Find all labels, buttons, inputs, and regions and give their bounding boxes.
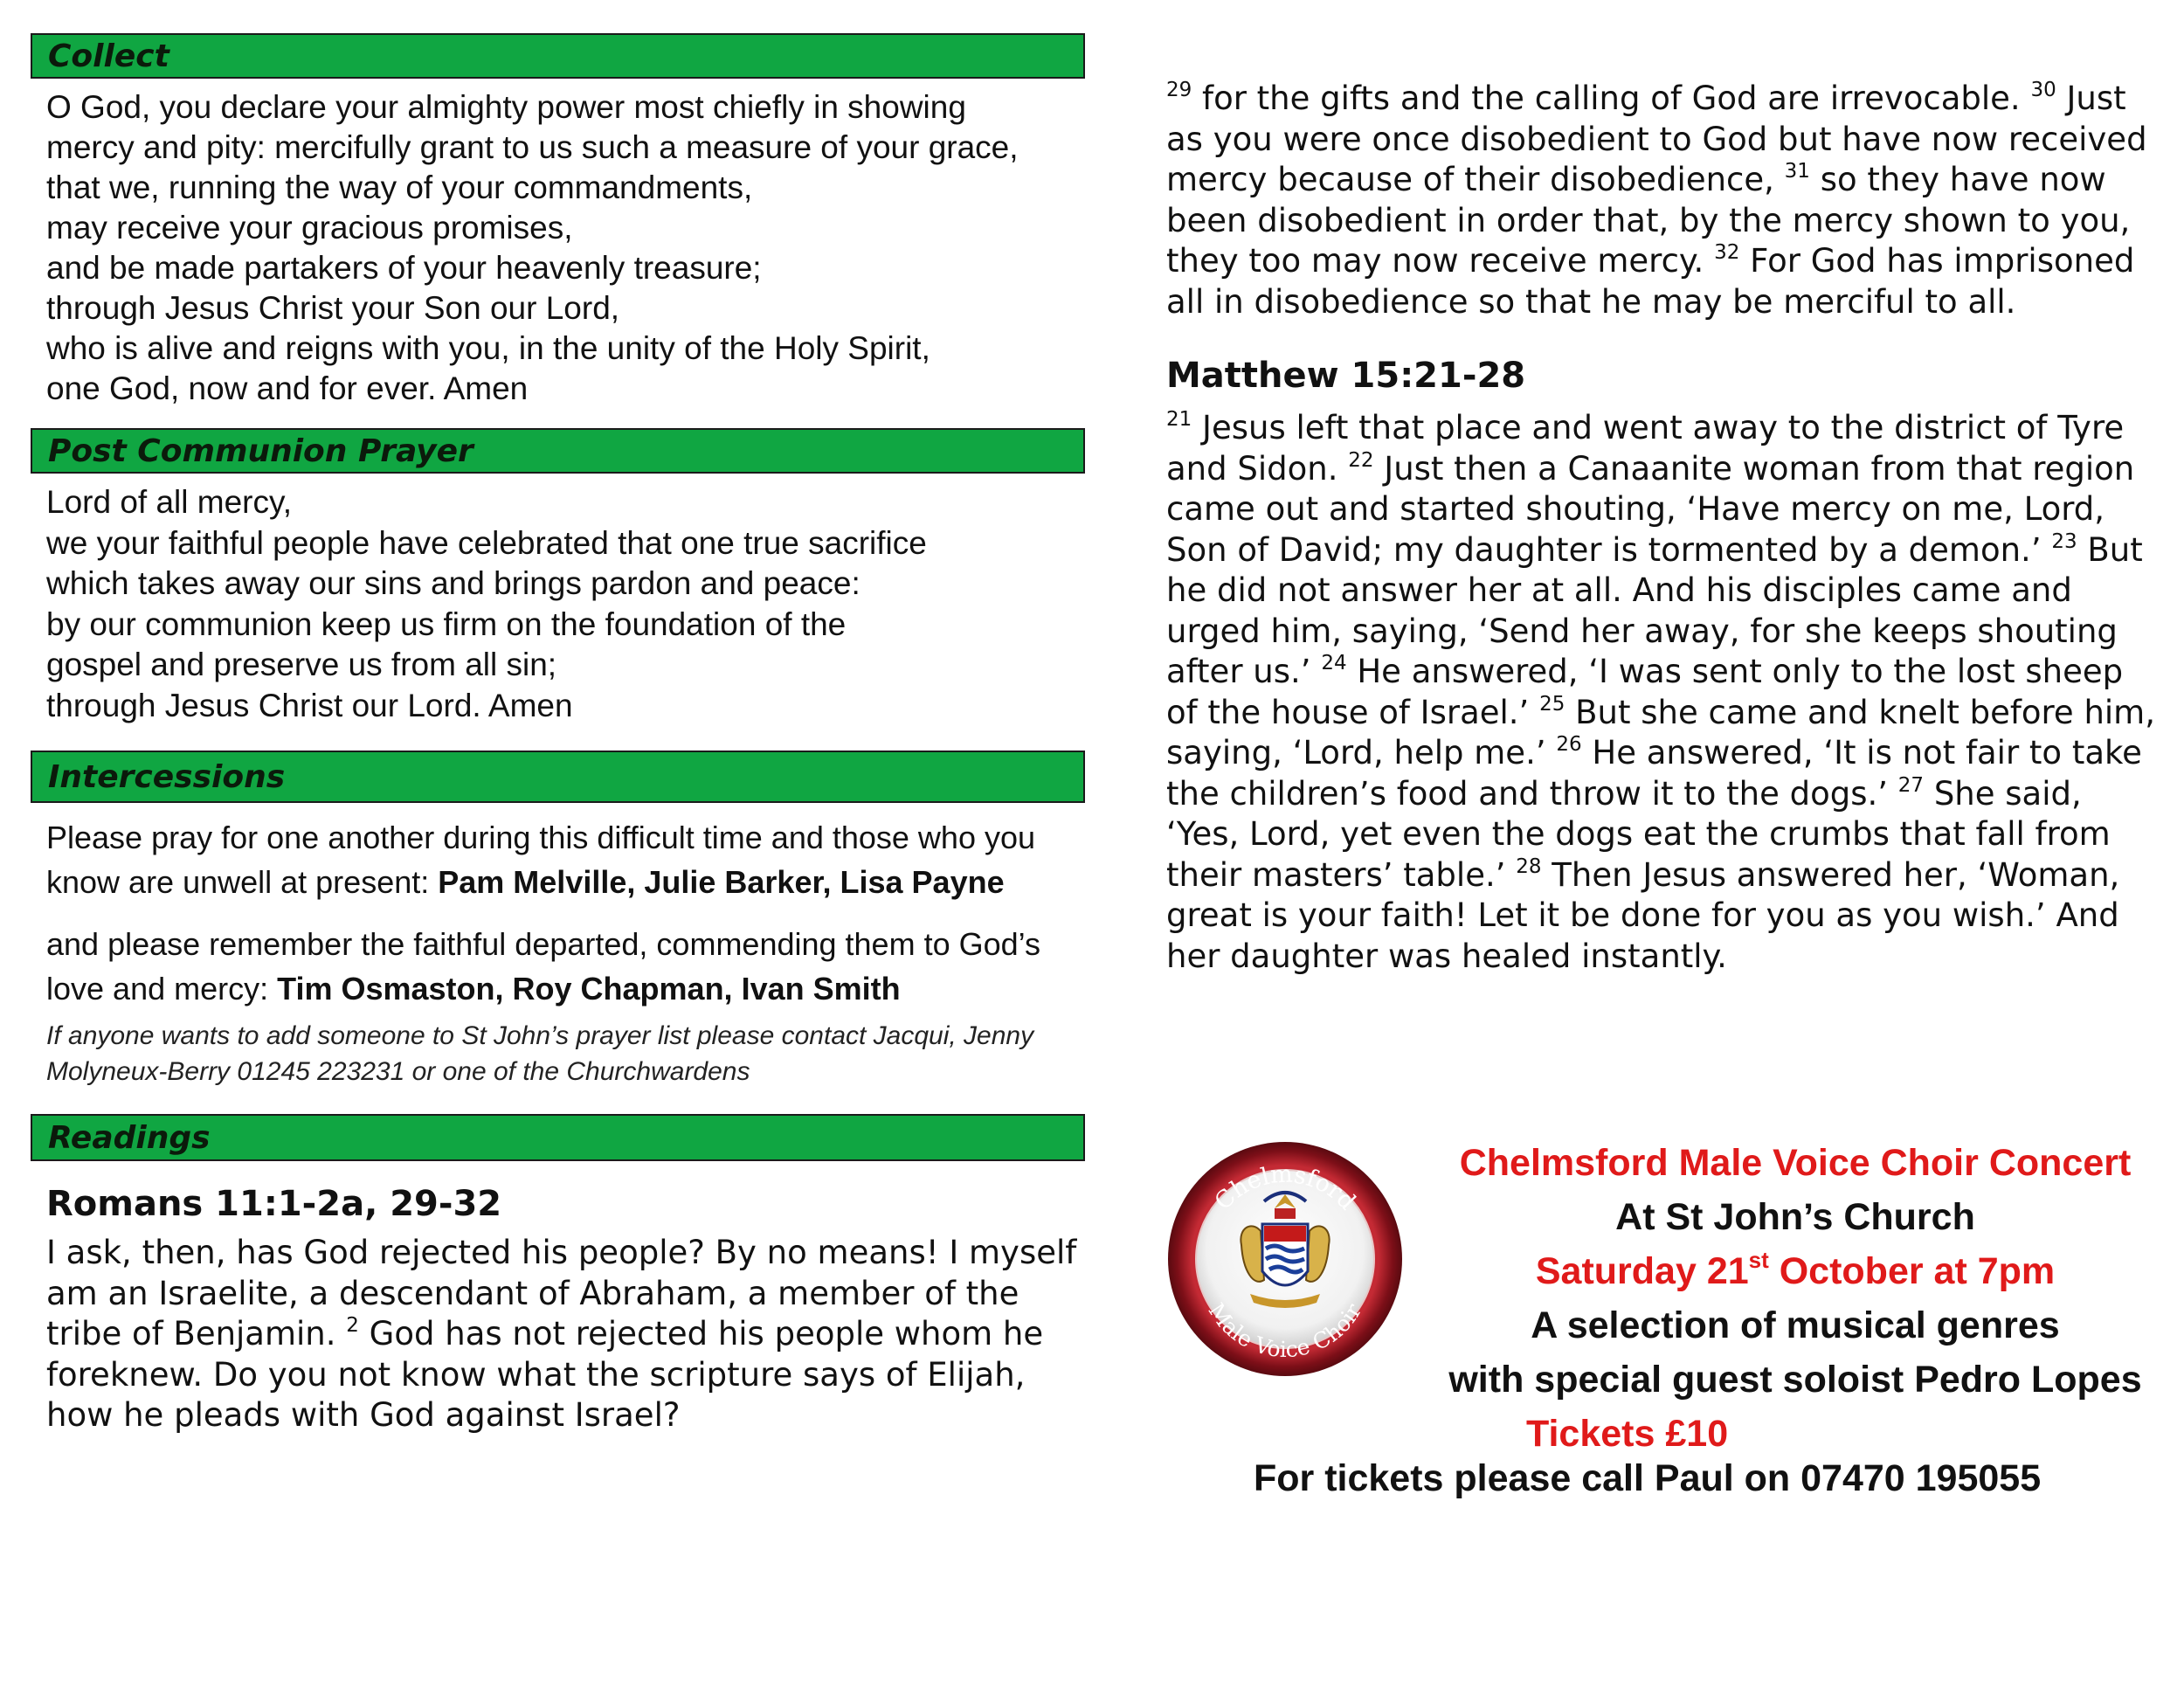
collect-line: may receive your gracious promises, xyxy=(46,210,573,246)
verse-text: for the gifts and the calling of God are irrevocable. xyxy=(1192,80,2031,117)
verse-text: Just as you were once disobedient to God but have now received mercy because of their disobedience, xyxy=(1166,80,2147,198)
verse-number: 2 xyxy=(346,1314,359,1337)
matthew-text xyxy=(1166,408,2162,977)
unwell-intro: Please pray for one another during this difficult time and those who you know are unwell at present: xyxy=(46,820,1036,900)
romans-continuation xyxy=(1166,79,2162,322)
concert-details xyxy=(1428,1136,2162,1461)
post-communion-line: we your faithful people have celebrated that one true sacrifice xyxy=(46,524,927,561)
unwell-names: Pam Melville, Julie Barker, Lisa Payne xyxy=(438,864,1005,900)
date-text: October at 7pm xyxy=(1768,1250,2056,1292)
post-communion-heading: Post Communion Prayer xyxy=(31,428,1085,474)
verse-number: 25 xyxy=(1539,692,1565,716)
readings-heading: Readings xyxy=(31,1114,1085,1161)
verse-number: 28 xyxy=(1516,854,1542,878)
collect-heading: Collect xyxy=(31,33,1085,79)
romans-text-1: I ask, then, has God rejected his people? By no means! I myself am an Israelite, a descendant of Abraham, a member of the tribe of Benjamin. xyxy=(46,1234,1077,1352)
left-column xyxy=(31,33,1085,1436)
verse-text: She said, ‘Yes, Lord, yet even the dogs eat the crumbs that fall from their masters’ table.’ xyxy=(1166,774,2111,894)
verse-text: He answered, ‘I was sent only to the lost sheep of the house of Israel.’ xyxy=(1166,653,2124,731)
post-communion-line: through Jesus Christ our Lord. Amen xyxy=(46,687,573,723)
choir-logo xyxy=(1166,1140,1404,1378)
verse-number: 24 xyxy=(1321,652,1347,675)
matthew-title: Matthew 15:21-28 xyxy=(1166,356,1526,396)
departed-paragraph xyxy=(46,922,1085,1011)
concert-genres: A selection of musical genres xyxy=(1531,1304,2060,1346)
departed-names: Tim Osmaston, Roy Chapman, Ivan Smith xyxy=(277,971,901,1007)
concert-date xyxy=(1428,1244,2162,1298)
verse-number: 30 xyxy=(2030,79,2056,101)
verse-number: 22 xyxy=(1348,448,1374,472)
post-communion-line: by our communion keep us firm on the foundation of the xyxy=(46,605,847,642)
tickets-contact: For tickets please call Paul on 07470 195055 xyxy=(1254,1457,2042,1499)
right-column xyxy=(1166,79,2162,977)
verse-text: He answered, ‘It is not fair to take the children’s food and throw it to the dogs.’ xyxy=(1166,734,2142,813)
prayer-list-note: If anyone wants to add someone to St John’s prayer list please contact Jacqui, Jenny Molyneux-Berry 01245 223231 or one of the Churchwardens xyxy=(46,1021,1034,1086)
logo-text-top: Chelmsford xyxy=(1209,1160,1361,1216)
verse-number: 26 xyxy=(1556,733,1582,756)
concert-advert xyxy=(1166,1136,2162,1520)
collect-line: and be made partakers of your heavenly treasure; xyxy=(46,250,762,286)
verse-text: But he did not answer her at all. And his disciples came and urged him, saying, ‘Send her away, for she keeps shouting after us.’ xyxy=(1166,530,2143,690)
collect-line: mercy and pity: mercifully grant to us such a measure of your grace, xyxy=(46,129,1019,165)
logo-text-bottom: Male Voice Choir xyxy=(1203,1298,1367,1363)
verse-number: 29 xyxy=(1166,79,1192,101)
verse-text: Then Jesus answered her, ‘Woman, great is your faith! Let it be done for you as you wish.’ And her daughter was healed instantly. xyxy=(1166,855,2120,975)
verse-text: But she came and knelt before him, saying, ‘Lord, help me.’ xyxy=(1166,693,2155,771)
date-suffix: st xyxy=(1748,1247,1769,1273)
post-communion-line: Lord of all mercy, xyxy=(46,484,293,520)
concert-tickets-price: Tickets £10 xyxy=(1526,1413,1729,1455)
intercessions-text xyxy=(31,803,1085,1011)
departed-intro: and please remember the faithful departed, commending them to God’s love and mercy: xyxy=(46,926,1040,1007)
collect-line: one God, now and for ever. Amen xyxy=(46,370,529,406)
concert-title: Chelmsford Male Voice Choir Concert xyxy=(1459,1142,2132,1184)
verse-text: so they have now been disobedient in order that, by the mercy shown to you, they too may now receive mercy. xyxy=(1166,161,2131,280)
verse-number: 23 xyxy=(2051,529,2077,553)
unwell-paragraph xyxy=(46,815,1085,904)
post-communion-text xyxy=(31,474,1085,726)
verse-number: 27 xyxy=(1897,773,1925,797)
collect-line: that we, running the way of your commandments, xyxy=(46,169,753,205)
concert-venue: At St John’s Church xyxy=(1615,1196,1975,1238)
verse-text: Just then a Canaanite woman from that region came out and started shouting, ‘Have mercy on me, Lord, Son of David; my daughter is tormented by a demon.’ xyxy=(1166,449,2135,569)
collect-line: O God, you declare your almighty power most chiefly in showing xyxy=(46,89,966,125)
collect-line: who is alive and reigns with you, in the unity of the Holy Spirit, xyxy=(46,330,930,366)
collect-line: through Jesus Christ your Son our Lord, xyxy=(46,290,620,326)
concert-soloist: with special guest soloist Pedro Lopes xyxy=(1448,1359,2142,1401)
romans-text-2: God has not rejected his people whom he foreknew. Do you not know what the scripture says of Elijah, how he pleads with God against Israel? xyxy=(46,1315,1044,1434)
verse-number: 32 xyxy=(1714,241,1740,264)
romans-text xyxy=(46,1233,1085,1436)
verse-number: 21 xyxy=(1166,408,1192,431)
verse-text: For God has imprisoned all in disobedience so that he may be merciful to all. xyxy=(1166,242,2135,321)
post-communion-line: which takes away our sins and brings pardon and peace: xyxy=(46,565,860,601)
intercessions-heading: Intercessions xyxy=(31,751,1085,803)
romans-reading xyxy=(31,1161,1085,1436)
verse-text: Jesus left that place and went away to the district of Tyre and Sidon. xyxy=(1166,409,2125,488)
date-text: Saturday 21 xyxy=(1535,1250,1749,1292)
romans-title: Romans 11:1-2a, 29-32 xyxy=(46,1184,502,1224)
verse-number: 31 xyxy=(1784,160,1810,183)
collect-text xyxy=(31,79,1085,409)
post-communion-line: gospel and preserve us from all sin; xyxy=(46,647,557,682)
